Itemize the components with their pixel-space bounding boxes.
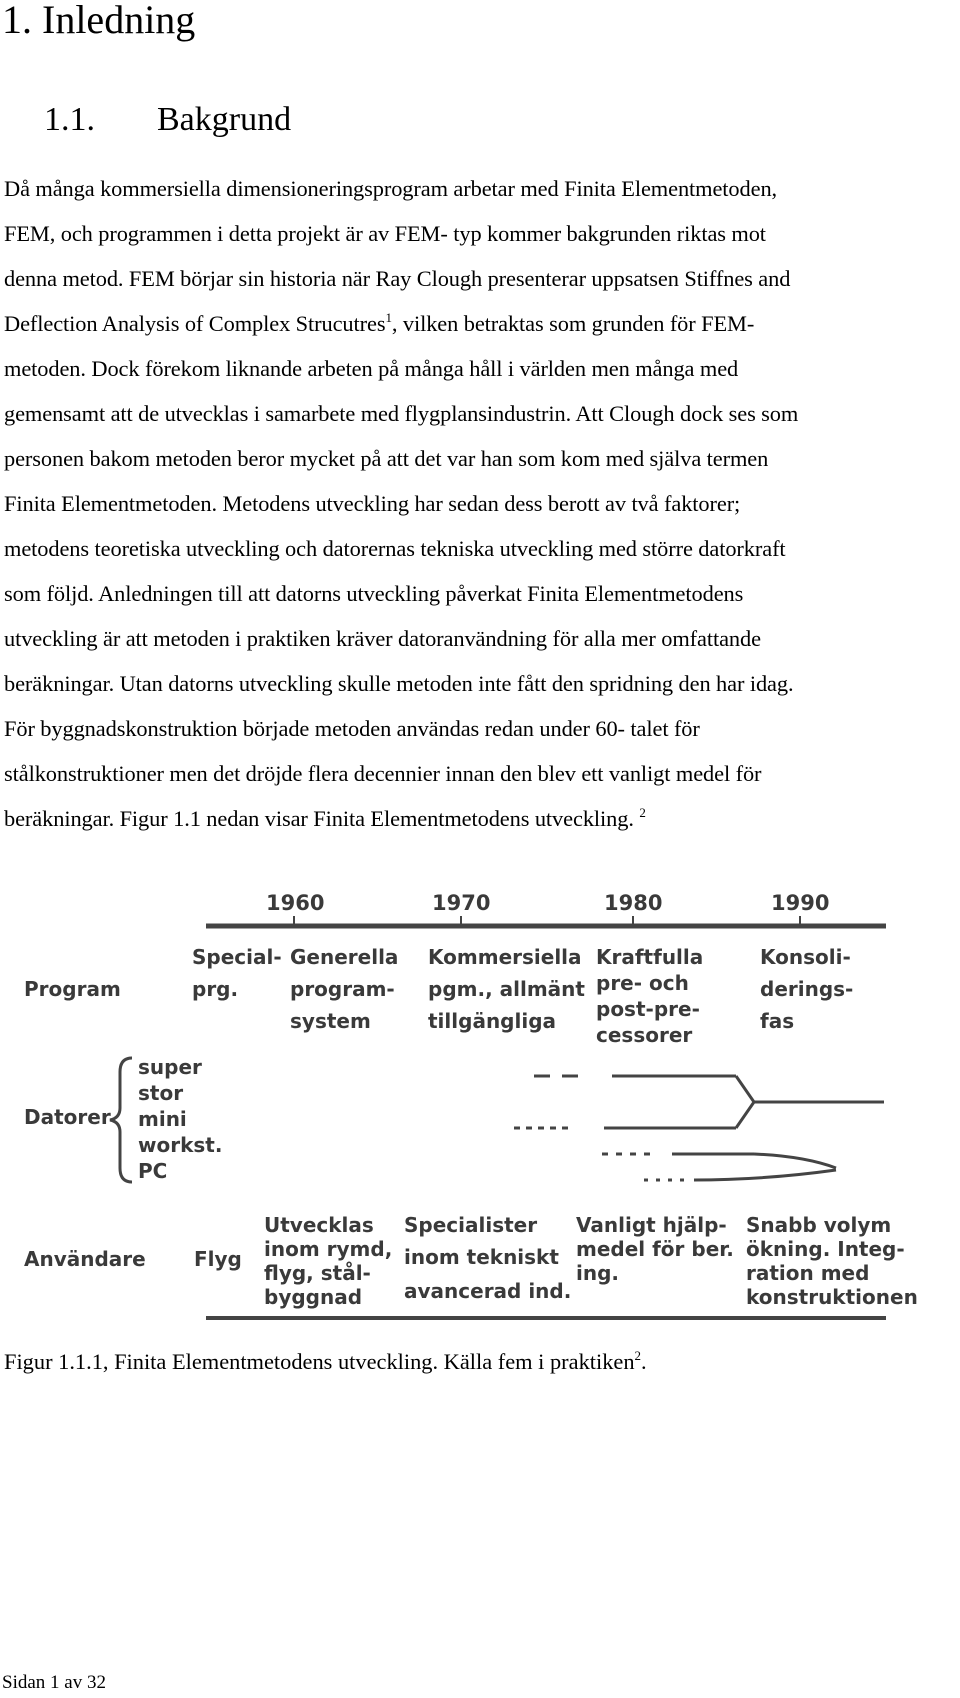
- program-cell-line: pgm., allmänt: [428, 977, 585, 1001]
- text-line: metodens teoretiska utveckling och datorernas tekniska utveckling med större datorkraft: [4, 536, 786, 561]
- program-cell-line: pre- och: [596, 971, 689, 995]
- text-fragment: Deflection Analysis of Complex Strucutres: [4, 311, 386, 336]
- chapter-number: 1.: [2, 0, 32, 42]
- timeline-diagram: [14, 886, 960, 1322]
- text-line: denna metod. FEM börjar sin historia när Ray Clough presenterar uppsatsen Stiffnes and: [4, 266, 791, 291]
- user-cell-line: avancerad ind.: [404, 1279, 572, 1303]
- computer-type-label: workst.: [138, 1133, 223, 1157]
- chapter-title: Inledning: [42, 0, 196, 42]
- program-cell-line: derings-: [760, 977, 854, 1001]
- chapter-heading: [2, 0, 195, 48]
- user-cell-line: inom tekniskt: [404, 1245, 559, 1269]
- text-line: FEM, och programmen i detta projekt är av FEM- typ kommer bakgrunden riktas mot: [4, 221, 766, 246]
- curly-brace: [110, 1058, 132, 1182]
- program-cell-line: Kommersiella: [428, 945, 582, 969]
- program-cell-line: prg.: [192, 977, 239, 1001]
- program-cell-line: program-: [290, 977, 395, 1001]
- text-fragment: beräkningar. Figur 1.1 nedan visar Finita Elementmetodens utveckling.: [4, 806, 634, 831]
- body-paragraph: [4, 166, 934, 841]
- section-number: 1.1.: [44, 101, 95, 138]
- program-cell-line: Kraftfulla: [596, 945, 704, 969]
- user-cell-line: Specialister: [404, 1213, 538, 1237]
- text-line: stålkonstruktioner men det dröjde flera decennier innan den blev ett vanligt medel för: [4, 761, 762, 786]
- program-cell-line: tillgängliga: [428, 1009, 557, 1033]
- footnote-ref: 1: [385, 310, 392, 325]
- text-line: [4, 301, 934, 346]
- program-cell-line: cessorer: [596, 1023, 693, 1047]
- text-line: beräkningar. Utan datorns utveckling skulle metoden inte fått den spridning den har idag.: [4, 671, 794, 696]
- section-title: Bakgrund: [157, 101, 292, 138]
- text-line: Då många kommersiella dimensioneringsprogram arbetar med Finita Elementmetoden,: [4, 176, 778, 201]
- year-label: 1980: [604, 891, 663, 915]
- text-line: metoden. Dock förekom liknande arbeten på många håll i världen men många med: [4, 356, 739, 381]
- caption-text: Figur 1.1.1, Finita Elementmetodens utveckling. Källa fem i praktiken: [4, 1349, 635, 1374]
- program-cell-line: Konsoli-: [760, 945, 851, 969]
- user-cell-line: ökning. Integ-: [746, 1237, 905, 1261]
- program-cell-line: Special-: [192, 945, 282, 969]
- program-cell-line: fas: [760, 1009, 795, 1033]
- row-label-datorer: Datorer: [24, 1105, 111, 1129]
- user-cell-line: Vanligt hjälp-: [576, 1213, 727, 1237]
- row-label-anvandare: Användare: [24, 1247, 146, 1271]
- year-label: 1990: [771, 891, 830, 915]
- fem-timeline-figure: [14, 886, 960, 1322]
- footnote-ref: 2: [634, 1348, 642, 1363]
- user-cell-line: konstruktionen: [746, 1285, 918, 1309]
- program-cell-line: system: [290, 1009, 371, 1033]
- user-cell-line: Flyg: [194, 1247, 242, 1271]
- row-label-program: Program: [24, 977, 121, 1001]
- page-footer: Sidan 1 av 32: [2, 1672, 106, 1693]
- computer-type-label: stor: [138, 1081, 184, 1105]
- text-line: [4, 796, 934, 841]
- section-heading: [44, 96, 291, 144]
- converge-curve: [694, 1170, 836, 1180]
- computer-type-label: super: [138, 1055, 202, 1079]
- user-cell-line: Utvecklas: [264, 1213, 374, 1237]
- text-line: personen bakom metoden beror mycket på att det var han som kom med själva termen: [4, 446, 769, 471]
- user-cell-line: ration med: [746, 1261, 870, 1285]
- computer-type-label: PC: [138, 1159, 168, 1183]
- converge-arrow: [736, 1076, 754, 1128]
- text-line: utveckling är att metoden i praktiken kräver datoranvändning för alla mer omfattande: [4, 626, 761, 651]
- footnote-ref: 2: [639, 805, 646, 820]
- program-cell-line: post-pre-: [596, 997, 700, 1021]
- converge-curve: [754, 1154, 836, 1168]
- user-cell-line: ing.: [576, 1261, 620, 1285]
- user-cell-line: byggnad: [264, 1285, 363, 1309]
- caption-end: .: [641, 1349, 647, 1374]
- figure-caption: [4, 1342, 647, 1382]
- user-cell-line: flyg, stål-: [264, 1261, 371, 1285]
- text-line: som följd. Anledningen till att datorns utveckling påverkat Finita Elementmetodens: [4, 581, 744, 606]
- year-label: 1970: [432, 891, 491, 915]
- user-cell-line: Snabb volym: [746, 1213, 892, 1237]
- text-fragment: , vilken betraktas som grunden för FEM-: [391, 311, 755, 336]
- computer-type-label: mini: [138, 1107, 187, 1131]
- text-line: gemensamt att de utvecklas i samarbete med flygplansindustrin. Att Clough dock ses som: [4, 401, 799, 426]
- year-label: 1960: [266, 891, 325, 915]
- user-cell-line: inom rymd,: [264, 1237, 393, 1261]
- program-cell-line: Generella: [290, 945, 399, 969]
- text-line: Finita Elementmetoden. Metodens utveckling har sedan dess berott av två faktorer;: [4, 491, 741, 516]
- text-line: För byggnadskonstruktion började metoden användas redan under 60- talet för: [4, 716, 700, 741]
- user-cell-line: medel för ber.: [576, 1237, 734, 1261]
